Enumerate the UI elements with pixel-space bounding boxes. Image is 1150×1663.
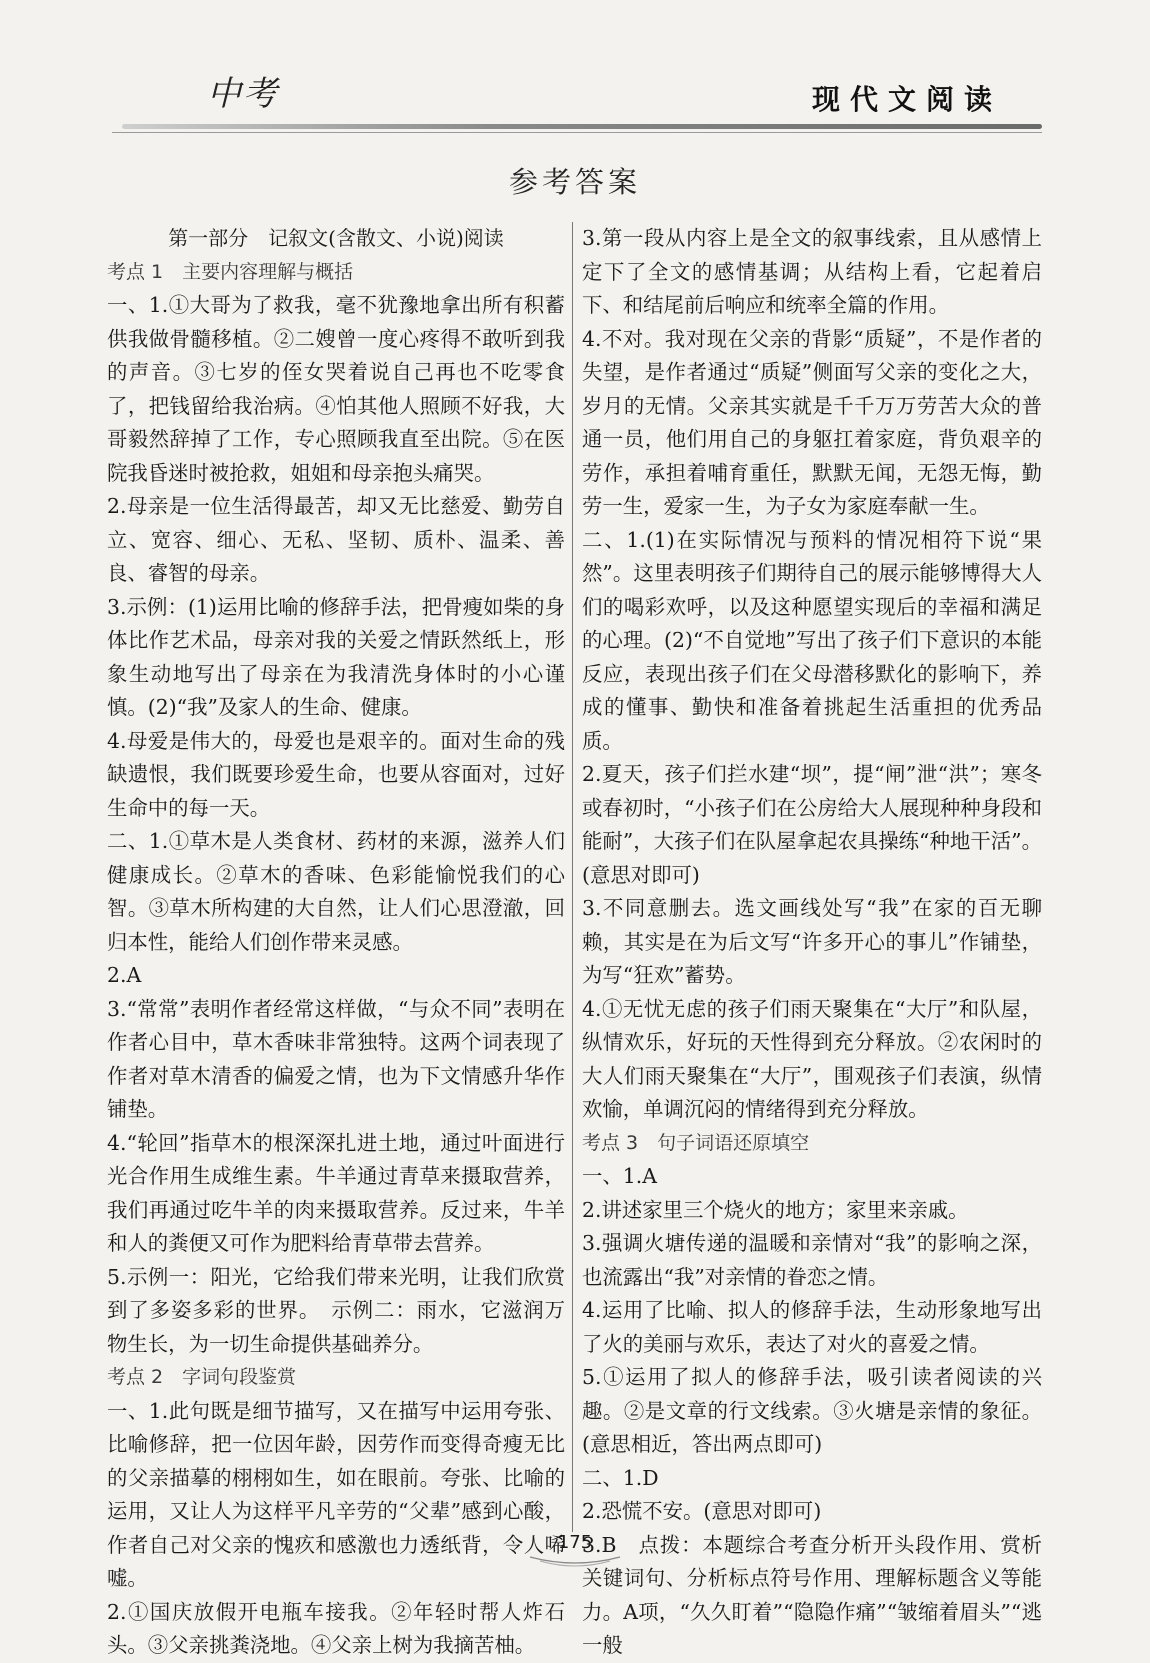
answer-paragraph: 二、1.①草木是人类食材、药材的来源，滋养人们健康成长。②草木的香味、色彩能愉悦我们的心智。③草木所构建的大自然，让人们心思澄澈，回归本性，能给人们创作带来灵感。 bbox=[107, 829, 565, 954]
answer-paragraph: 4.①无忧无虑的孩子们雨天聚集在“大厅”和队屋，纵情欢乐，好玩的天性得到充分释放。②农闲时的大人们雨天聚集在“大厅”，围观孩子们表演，纵情欢愉，单调沉闷的情绪得到充分释放。 bbox=[582, 996, 1042, 1121]
header-rule-thin bbox=[112, 132, 1042, 133]
answer-paragraph: 一、1.A bbox=[582, 1164, 657, 1188]
answer-paragraph: 2.讲述家里三个烧火的地方；家里来亲戚。 bbox=[582, 1197, 969, 1222]
page-number: 175 bbox=[557, 1532, 593, 1553]
answer-paragraph: 3.“常常”表明作者经常这样做，“与众不同”表明在作者心目中，草木香味非常独特。这两个词表现了作者对草木清香的偏爱之情，也为下文情感升华作铺垫。 bbox=[107, 996, 565, 1121]
answer-paragraph: 5.①运用了拟人的修辞手法，吸引读者阅读的兴趣。②是文章的行文线索。③火塘是亲情的象征。(意思相近，答出两点即可) bbox=[582, 1365, 1042, 1456]
kaodian-heading: 考点 3 句子词语还原填空 bbox=[582, 1131, 810, 1154]
answer-paragraph: 3.B 点拨：本题综合考查分析开头段作用、赏析关键词句、分析标点符号作用、理解标题含义等能力。A项，“久久盯着”“隐隐作痛”“皱缩着眉头”“逃一般 bbox=[582, 1532, 1042, 1657]
answer-paragraph: 2.母亲是一位生活得最苦，却又无比慈爱、勤劳自立、宽容、细心、无私、坚韧、质朴、温柔、善良、睿智的母亲。 bbox=[107, 494, 565, 585]
answer-paragraph: 3.强调火塘传递的温暖和亲情对“我”的影响之深，也流露出“我”对亲情的眷恋之情。 bbox=[582, 1231, 1042, 1289]
section-title: 现代文阅读 bbox=[811, 83, 1002, 116]
kaodian-heading: 考点 2 字词句段鉴赏 bbox=[107, 1366, 297, 1388]
left-paragraphs bbox=[107, 256, 565, 1663]
left-column bbox=[107, 222, 565, 1663]
right-column bbox=[582, 222, 1042, 1663]
answer-paragraph: 5.示例一：阳光，它给我们带来光明，让我们欣赏到了多姿多彩的世界。 示例二：雨水，它滋润万物生长，为一切生命提供基础养分。 bbox=[107, 1264, 565, 1356]
part-heading: 第一部分 记叙文(含散文、小说)阅读 bbox=[168, 226, 504, 250]
header-rule bbox=[122, 124, 1042, 129]
page-number-ornament bbox=[525, 1553, 625, 1567]
answer-paragraph: 二、1.D bbox=[582, 1465, 659, 1490]
answer-paragraph: 4.母爱是伟大的，母爱也是艰辛的。面对生命的残缺遗恨，我们既要珍爱生命，也要从容面对，过好生命中的每一天。 bbox=[107, 728, 565, 820]
answer-paragraph: 2.夏天，孩子们拦水建“坝”，提“闸”泄“洪”；寒冬或春初时，“小孩子们在公房给大人展现种种身段和能耐”，大孩子们在队屋拿起农具操练“种地干活”。(意思对即可) bbox=[582, 762, 1042, 887]
right-paragraphs bbox=[582, 222, 1042, 1663]
answer-paragraph: 2.①国庆放假开电瓶车接我。②年轻时帮人炸石头。③父亲挑粪浇地。④父亲上树为我摘苦柚。 bbox=[107, 1599, 565, 1657]
answer-paragraph: 4.不对。我对现在父亲的背影“质疑”，不是作者的失望，是作者通过“质疑”侧面写父亲的变化之大，岁月的无情。父亲其实就是千千万万劳苦大众的普通一员，他们用自己的身躯扛着家庭，背负艰辛的劳作，承担着哺育重任，默默无闻，无怨无悔，勤劳一生，爱家一生，为子女为家庭奉献一生。 bbox=[582, 326, 1042, 518]
answer-paragraph: 二、1.(1)在实际情况与预料的情况相符下说“果然”。这里表明孩子们期待自己的展示能够博得大人们的喝彩欢呼，以及这种愿望实现后的幸福和满足的心理。(2)“不自觉地”写出了孩子们下意识的本能反应，表现出孩子们在父母潜移默化的影响下，养成的懂事、勤快和准备着挑起生活重担的优秀品质。 bbox=[582, 527, 1042, 753]
page-header bbox=[112, 60, 1042, 135]
answer-paragraph: 4.运用了比喻、拟人的修辞手法，生动形象地写出了火的美丽与欢乐，表达了对火的喜爱之情。 bbox=[582, 1298, 1042, 1356]
answer-paragraph: 一、1.①大哥为了救我，毫不犹豫地拿出所有积蓄供我做骨髓移植。②二嫂曾一度心疼得不敢听到我的声音。③七岁的侄女哭着说自己再也不吃零食了，把钱留给我治病。④怕其他人照顾不好我，大哥毅然辞掉了工作，专心照顾我直至出院。⑤在医院我昏迷时被抢救，姐姐和母亲抱头痛哭。 bbox=[107, 293, 565, 485]
answer-paragraph: 3.示例：(1)运用比喻的修辞手法，把骨瘦如柴的身体比作艺术品，母亲对我的关爱之情跃然纸上，形象生动地写出了母亲在为我清洗身体时的小心谨慎。(2)“我”及家人的生命、健康。 bbox=[107, 594, 565, 719]
answer-paragraph: 3.不同意删去。选文画线处写“我”在家的百无聊赖，其实是在为后文写“许多开心的事儿”作铺垫，为写“狂欢”蓄势。 bbox=[582, 896, 1042, 987]
zhongkao-logo: 中考 bbox=[207, 74, 279, 114]
column-divider bbox=[572, 222, 573, 1532]
page-title: 参考答案 bbox=[508, 165, 641, 199]
kaodian-heading: 考点 1 主要内容理解与概括 bbox=[107, 260, 354, 283]
answer-paragraph: 4.“轮回”指草木的根深深扎进土地，通过叶面进行光合作用生成维生素。牛羊通过青草来摄取营养，我们再通过吃牛羊的肉来摄取营养。反过来，牛羊和人的粪便又可作为肥料给青草带去营养。 bbox=[107, 1130, 565, 1255]
answer-paragraph: 一、1.此句既是细节描写，又在描写中运用夸张、比喻修辞，把一位因年龄，因劳作而变得奇瘦无比的父亲描摹的栩栩如生，如在眼前。夸张、比喻的运用，又让人为这样平凡辛劳的“父辈”感到心酸，作者自己对父亲的愧疚和感激也力透纸背，令人唏嘘。 bbox=[107, 1398, 565, 1590]
answer-paragraph: 2.恐慌不安。(意思对即可) bbox=[582, 1499, 822, 1523]
answer-paragraph: 2.A bbox=[107, 963, 142, 987]
answer-paragraph: 3.第一段从内容上是全文的叙事线索，且从感情上定下了全文的感情基调；从结构上看，它起着启下、和结尾前后响应和统率全篇的作用。 bbox=[582, 226, 1042, 317]
